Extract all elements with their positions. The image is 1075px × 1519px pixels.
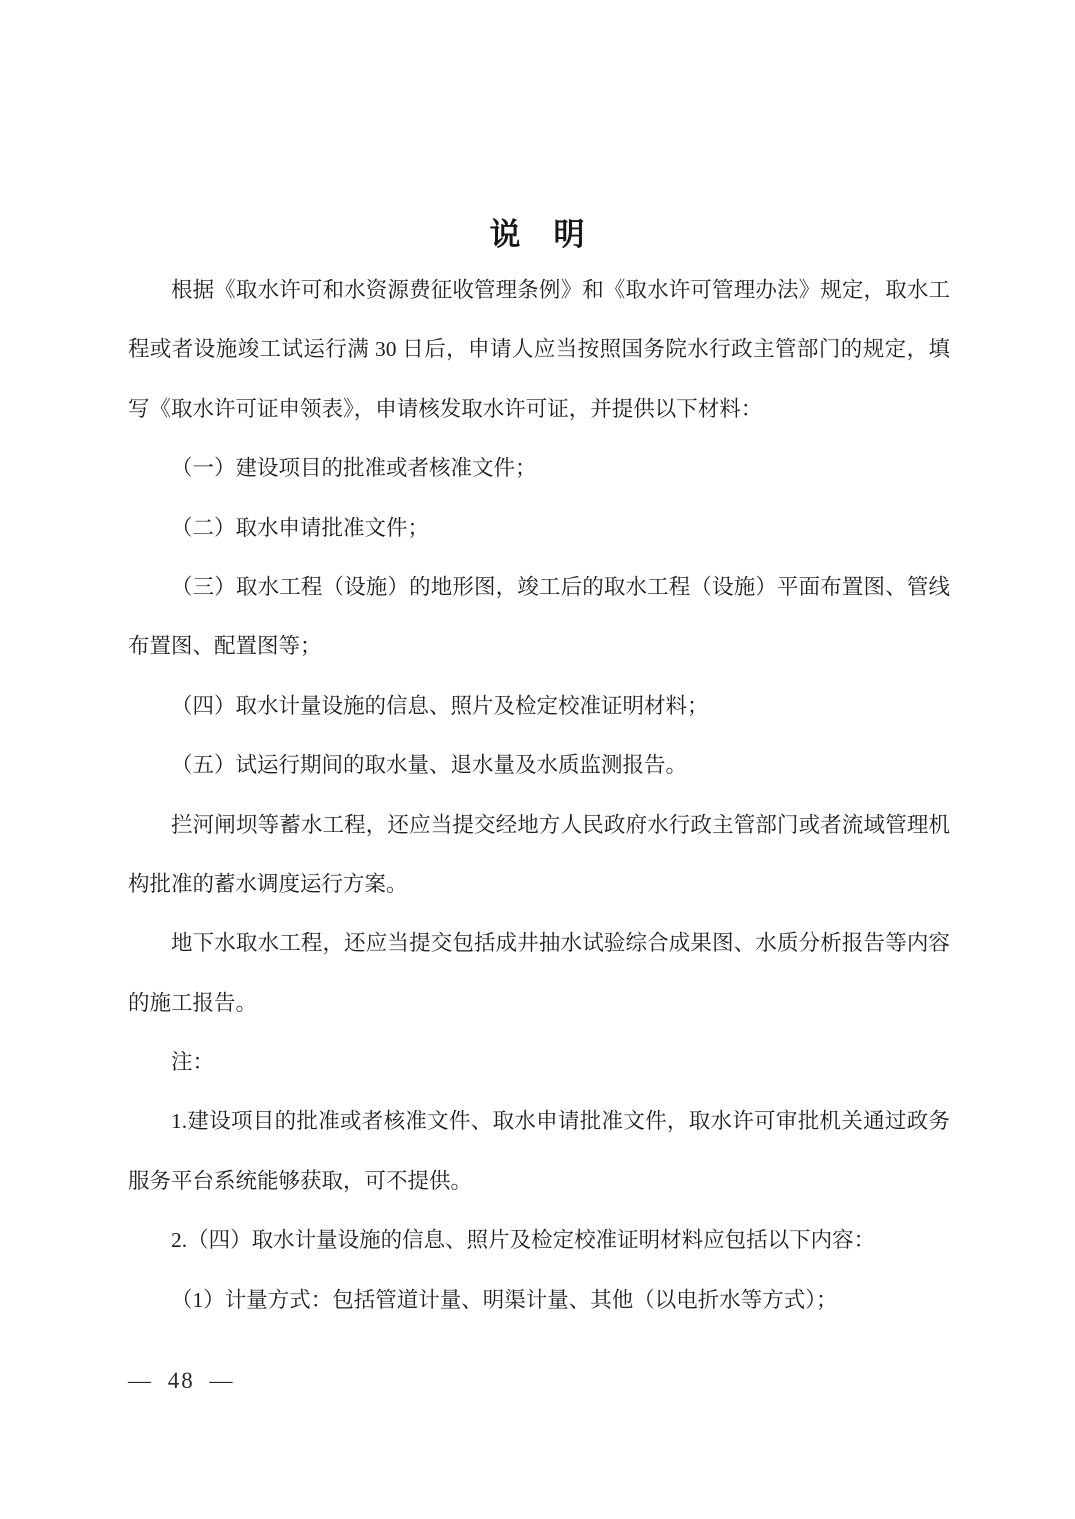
text-line: 的施工报告。 (128, 990, 258, 1015)
text-line: 地下水取水工程，还应当提交包括成井抽水试验综合成果图、水质分析报告等内容 (171, 931, 950, 956)
text-line: （三）取水工程（设施）的地形图，竣工后的取水工程（设施）平面布置图、管线 (171, 574, 950, 599)
text-line: （四）取水计量设施的信息、照片及检定校准证明材料； (171, 693, 709, 718)
text-line: （一）建设项目的批准或者核准文件； (171, 456, 537, 481)
text-line: 程或者设施竣工试运行满 30 日后，申请人应当按照国务院水行政主管部门的规定，填 (128, 337, 950, 362)
text-line: 注： (171, 1050, 215, 1075)
text-line: 服务平台系统能够获取，可不提供。 (128, 1168, 473, 1193)
text-line: 构批准的蓄水调度运行方案。 (128, 871, 408, 896)
text-line: 拦河闸坝等蓄水工程，还应当提交经地方人民政府水行政主管部门或者流域管理机 (171, 812, 950, 837)
text-line: （五）试运行期间的取水量、退水量及水质监测报告。 (171, 753, 688, 778)
text-line: （二）取水申请批准文件； (171, 515, 430, 540)
text-line: 布置图、配置图等； (128, 634, 322, 659)
page-number: — 48 — (128, 1368, 235, 1393)
text-line: （1）计量方式：包括管道计量、明渠计量、其他（以电折水等方式）； (171, 1287, 838, 1312)
document-title: 说 明 (489, 217, 586, 253)
text-line: 根据《取水许可和水资源费征收管理条例》和《取水许可管理办法》规定，取水工 (171, 278, 950, 302)
text-line: 1.建设项目的批准或者核准文件、取水申请批准文件，取水许可审批机关通过政务 (171, 1109, 950, 1134)
document-body (128, 261, 950, 1330)
text-line: 2.（四）取水计量设施的信息、照片及检定校准证明材料应包括以下内容： (171, 1228, 876, 1253)
text-line: 写《取水许可证申领表》，申请核发取水许可证，并提供以下材料： (128, 396, 763, 421)
